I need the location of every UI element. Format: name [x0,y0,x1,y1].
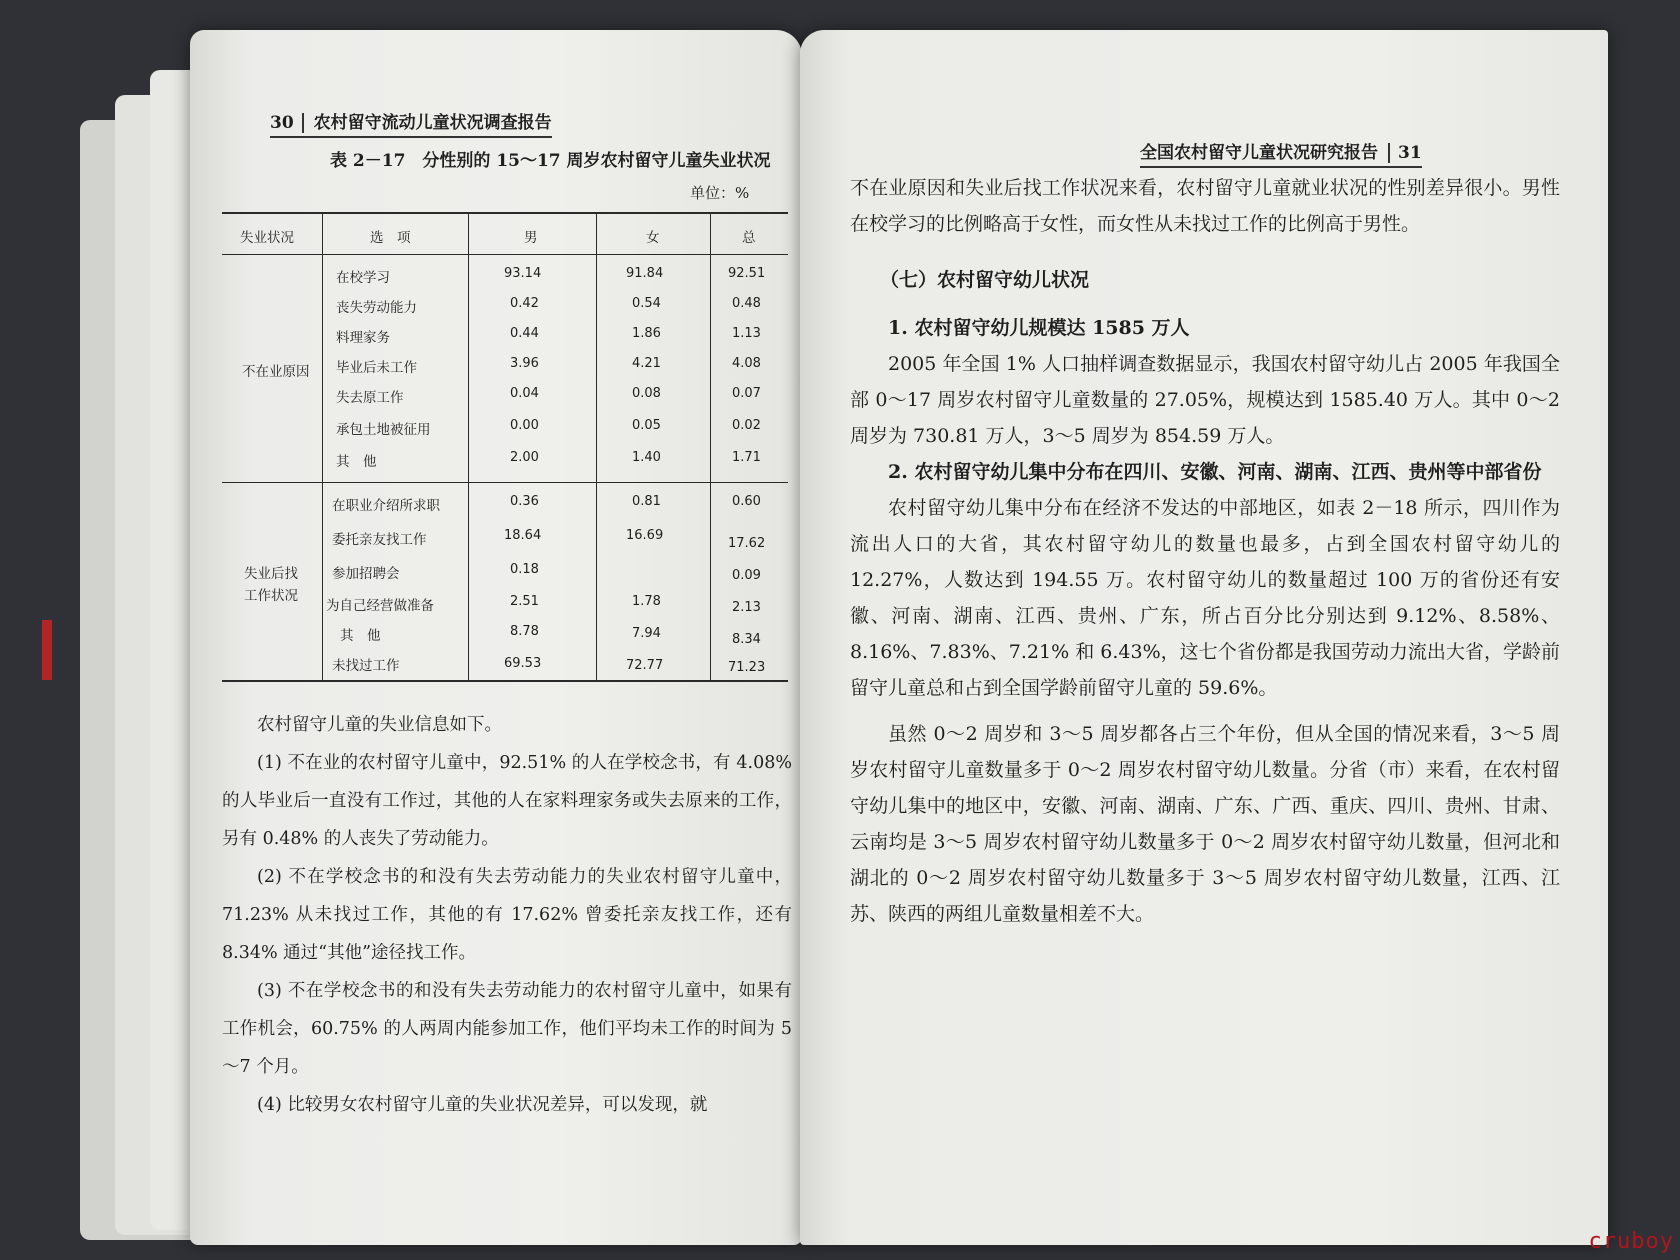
left-body-text [222,706,792,1124]
row-male: 0.44 [510,326,539,341]
row-total: 1.71 [732,450,761,465]
header-female: 女 [646,230,660,246]
row-total: 17.62 [728,536,766,551]
paragraph: 虽然 0～2 周岁和 3～5 周岁都各占三个年份，但从全国的情况来看，3～5 周岁农村留守儿童数量多于 0～2 周岁农村留守幼儿数量。分省（市）来看，在农村留守幼儿集中的地区中，安徽、河南、湖南、广东、广西、重庆、四川、贵州、甘肃、云南均是 3～5 周岁农村留守幼儿数量多于 0～2 周岁农村留守幼儿数量，但河北和湖北的 0～2 周岁农村留守幼儿数量多于 3～5 周岁农村留守幼儿数量，江西、江苏、陕西的两组儿童数量相差不大。 [850,723,1560,925]
table-col-rule [596,212,597,682]
row-option: 未找过工作 [332,658,400,674]
watermark: cruboy [1588,1229,1674,1254]
paragraph: (3) 不在学校念书的和没有失去劳动能力的农村留守儿童中，如果有工作机会，60.75% 的人两周内能参加工作，他们平均未工作的时间为 5～7 个月。 [222,981,792,1077]
left-running-head [270,108,552,138]
row-male: 3.96 [510,356,539,371]
header-male: 男 [524,230,538,246]
row-option: 参加招聘会 [332,566,400,582]
table-title: 表 2－17 分性别的 15～17 周岁农村留守儿童失业状况 [330,151,771,171]
book-cover-red-edge [42,620,52,680]
row-option: 其 他 [340,628,381,644]
row-total: 4.08 [732,356,761,371]
running-head-title: 农村留守流动儿童状况调查报告 [313,113,552,133]
row-total: 71.23 [728,660,766,675]
row-total: 0.02 [732,418,761,433]
row-option: 其 他 [336,454,377,470]
row-male: 18.64 [504,528,542,543]
table-bottom-rule [222,680,788,682]
header-status: 失业状况 [240,230,294,246]
section-heading: （七）农村留守幼儿状况 [880,269,1090,291]
header-total: 总 [742,230,756,246]
row-male: 93.14 [504,266,542,281]
table-col-rule [710,212,711,682]
row-female: 16.69 [626,528,664,543]
row-female: 7.94 [632,626,661,641]
row-female: 4.21 [632,356,661,371]
row-total: 8.34 [732,632,761,647]
row-total: 0.60 [732,494,761,509]
row-total: 1.13 [732,326,761,341]
row-female: 91.84 [626,266,664,281]
paragraph: 农村留守幼儿集中分布在经济不发达的中部地区，如表 2－18 所示，四川作为流出人口的大省，其农村留守幼儿的数量也最多，占到全国农村留守幼儿的 12.27%，人数达到 194.55 万。农村留守幼儿的数量超过 100 万的省份还有安徽、河南、湖南、江西、贵州、广东，所占百分比分别达到 9.12%、8.58%、8.16%、7.83%、7.21% 和 6.43%，这七个省份都是我国劳动力流出大省，学龄前留守儿童总和占到全国学龄前留守儿童的 59.6%。 [850,497,1560,699]
row-option: 为自己经营做准备 [326,598,434,614]
row-male: 0.36 [510,494,539,509]
row-option: 在校学习 [336,270,390,286]
right-body-text [850,170,1560,932]
row-option: 料理家务 [336,330,390,346]
row-male: 2.00 [510,450,539,465]
row-option: 承包土地被征用 [336,422,431,438]
row-option: 毕业后未工作 [336,360,417,376]
row-option: 在职业介绍所求职 [332,498,440,514]
row-female: 0.08 [632,386,661,401]
row-female: 1.78 [632,594,661,609]
table-col-rule [322,212,323,682]
row-male: 0.18 [510,562,539,577]
table-group-rule [222,482,788,483]
data-table [222,212,788,682]
row-female: 0.54 [632,296,661,311]
page-number: 30 [270,113,304,133]
row-male: 0.42 [510,296,539,311]
row-male: 2.51 [510,594,539,609]
left-page [190,30,802,1245]
row-male: 0.00 [510,418,539,433]
group-label-not-employed: 不在业原因 [242,364,310,380]
paragraph: 2005 年全国 1% 人口抽样调查数据显示，我国农村留守幼儿占 2005 年我国全部 0～17 周岁农村留守儿童数量的 27.05%，规模达到 1585.40 万人。其中 0～2 周岁为 730.81 万人，3～5 周岁为 854.59 万人。 [850,353,1560,447]
row-female: 1.86 [632,326,661,341]
table-top-rule [222,212,788,214]
row-female: 0.05 [632,418,661,433]
row-option: 失去原工作 [336,390,404,406]
right-running-head [1140,138,1422,168]
header-option: 选 项 [370,230,411,246]
row-total: 2.13 [732,600,761,615]
running-head-title: 全国农村留守儿童状况研究报告 [1140,143,1378,163]
row-male: 8.78 [510,624,539,639]
row-option: 丧失劳动能力 [336,300,417,316]
row-male: 69.53 [504,656,542,671]
row-total: 92.51 [728,266,766,281]
subsection-heading: 1. 农村留守幼儿规模达 1585 万人 [888,317,1190,339]
right-page [800,30,1608,1245]
row-total: 0.48 [732,296,761,311]
table-header-rule [222,254,788,255]
paragraph: (2) 不在学校念书的和没有失去劳动能力的失业农村留守儿童中，71.23% 从未找过工作，其他的有 17.62% 曾委托亲友找工作，还有 8.34% 通过“其他”途径找工作。 [222,867,792,963]
group-label-job-search-2: 工作状况 [244,588,298,604]
paragraph: (4) 比较男女农村留守儿童的失业状况差异，可以发现，就 [257,1095,708,1115]
subsection-heading: 2. 农村留守幼儿集中分布在四川、安徽、河南、湖南、江西、贵州等中部省份 [888,461,1542,483]
table-col-rule [468,212,469,682]
row-female: 72.77 [626,658,664,673]
row-female: 0.81 [632,494,661,509]
row-total: 0.09 [732,568,761,583]
table-unit: 单位：% [690,184,750,202]
row-male: 0.04 [510,386,539,401]
paragraph: (1) 不在业的农村留守儿童中，92.51% 的人在学校念书，有 4.08% 的人毕业后一直没有工作过，其他的人在家料理家务或失去原来的工作，另有 0.48% 的人丧失了劳动能力。 [222,753,792,849]
row-female: 1.40 [632,450,661,465]
row-option: 委托亲友找工作 [332,532,427,548]
page-number: 31 [1388,143,1422,163]
group-label-job-search-1: 失业后找 [244,566,298,582]
paragraph: 农村留守儿童的失业信息如下。 [257,715,502,735]
row-total: 0.07 [732,386,761,401]
paragraph: 不在业原因和失业后找工作状况来看，农村留守儿童就业状况的性别差异很小。男性在校学习的比例略高于女性，而女性从未找过工作的比例高于男性。 [850,177,1560,235]
